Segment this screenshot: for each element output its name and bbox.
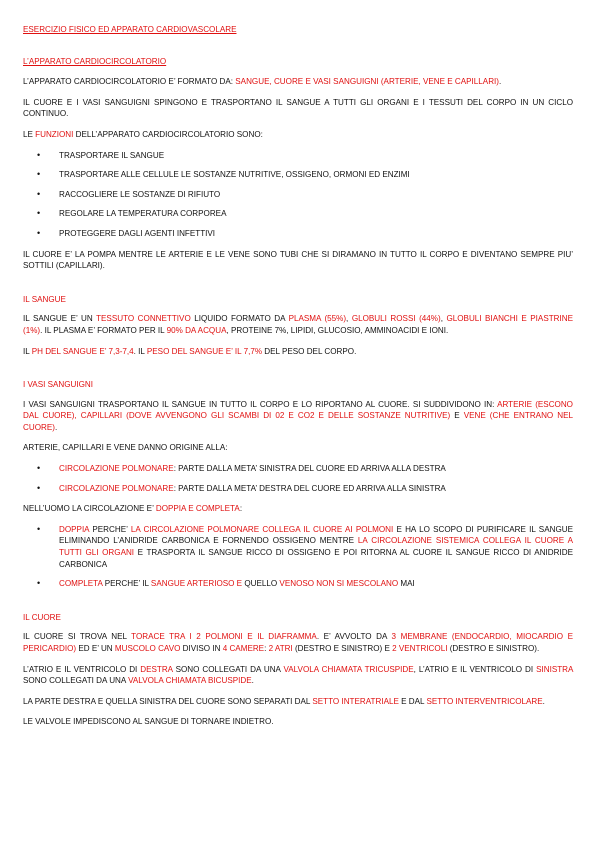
highlight: FUNZIONI	[35, 129, 74, 139]
text: I VASI SANGUIGNI TRASPORTANO IL SANGUE IN TUTTO IL CORPO E LO RIPORTANO AL CUORE. SI SUDDIVIDONO IN:	[23, 399, 498, 409]
list-item: • TRASPORTARE IL SANGUE	[23, 150, 573, 162]
text: : PARTE DALLA META’ SINISTRA DEL CUORE ED ARRIVA ALLA DESTRA	[173, 464, 446, 474]
highlight: 4 CAMERE	[222, 644, 265, 653]
paragraph	[23, 346, 573, 358]
text: IL	[23, 346, 32, 356]
paragraph	[23, 129, 573, 141]
paragraph: LE VALVOLE IMPEDISCONO AL SANGUE DI TORNARE INDIETRO.	[23, 717, 274, 727]
list-item	[23, 578, 573, 590]
paragraph: ARTERIE, CAPILLARI E VENE DANNO ORIGINE ALLA:	[23, 443, 228, 453]
text: PERCHE’ IL	[102, 579, 151, 589]
text: LIQUIDO FORMATO DA	[190, 314, 289, 324]
highlight: MUSCOLO CAVO	[114, 644, 181, 653]
text: DIVISO IN	[180, 644, 223, 653]
paragraph	[23, 313, 573, 336]
section-heading-apparato: L’APPARATO CARDIOCIRCOLATORIO	[23, 56, 167, 66]
highlight: ARTERIE (ESCONO DAL CUORE), CAPILLARI (DOVE AVVENGONO GLI SCAMBI DI 02 E CO2 E DELLE SOSTANZE NUTRITIVE)	[23, 399, 573, 421]
highlight: SANGUE, CUORE E VASI SANGUIGNI (ARTERIE, VENE E CAPILLARI)	[235, 77, 499, 87]
text: , PROTEINE 7%, LIPIDI, GLUCOSIO, AMMINOACIDI E IONI.	[226, 325, 449, 335]
text: SONO COLLEGATI DA UNA	[172, 664, 284, 674]
section-heading-vasi: I VASI SANGUIGNI	[23, 380, 94, 390]
text: E DAL	[398, 696, 427, 706]
text: SONO COLLEGATI DA UNA	[23, 676, 129, 686]
text: E	[450, 411, 464, 421]
highlight: VENE (CHE ENTRANO NEL CUORE)	[23, 411, 574, 432]
text: (DESTRO E SINISTRO) E	[292, 644, 393, 653]
list-item: • PROTEGGERE DAGLI AGENTI INFETTIVI	[23, 228, 573, 240]
highlight: 90% DA ACQUA	[166, 325, 227, 335]
highlight: VALVOLA CHIAMATA BICUSPIDE	[128, 676, 252, 686]
text: QUELLO	[242, 579, 280, 589]
highlight: GLOBULI ROSSI (44%)	[351, 314, 441, 324]
list-item: • REGOLARE LA TEMPERATURA CORPOREA	[23, 208, 573, 220]
highlight: CIRCOLAZIONE POLMONARE	[59, 483, 174, 493]
text: DELL’APPARATO CARDIOCIRCOLATORIO SONO:	[73, 129, 263, 139]
highlight: VENOSO NON SI MESCOLANO	[279, 579, 399, 589]
section-heading-cuore: IL CUORE	[23, 612, 61, 622]
highlight: PH DEL SANGUE E’ 7,3-7,4	[31, 346, 134, 356]
text: IL SANGUE E’ UN	[23, 314, 97, 324]
text: L’ATRIO E IL VENTRICOLO DI	[23, 664, 141, 674]
text: , L’ATRIO E IL VENTRICOLO DI	[413, 664, 537, 674]
text: E TRASPORTA IL SANGUE RICCO DI OSSIGENO E POI RITORNA AL CUORE IL SANGUE RICCO DI ANIDRIDE CARBONICA	[59, 548, 573, 569]
text: .	[251, 676, 254, 686]
highlight: TESSUTO CONNETTIVO	[96, 314, 191, 324]
highlight: LA CIRCOLAZIONE POLMONARE COLLEGA IL CUORE AI POLMONI	[130, 524, 394, 534]
paragraph	[23, 503, 573, 515]
section-heading-sangue: IL SANGUE	[23, 294, 66, 304]
text: . E’ AVVOLTO DA	[316, 632, 392, 642]
text: :	[264, 644, 269, 653]
text: L’APPARATO CARDIOCIRCOLATORIO E’ FORMATO DA:	[23, 77, 236, 87]
paragraph	[23, 664, 573, 687]
list-item	[23, 524, 573, 570]
text: LA PARTE DESTRA E QUELLA SINISTRA DEL CUORE SONO SEPARATI DAL	[23, 696, 313, 706]
paragraph: IL CUORE E I VASI SANGUIGNI SPINGONO E TRASPORTANO IL SANGUE A TUTTI GLI ORGANI E I TESSUTI DEL CORPO IN UN CICLO CONTINUO.	[23, 97, 573, 119]
paragraph: IL CUORE E’ LA POMPA MENTRE LE ARTERIE E LE VENE SONO TUBI CHE SI DIRAMANO IN TUTTO IL CORPO E DIVENTANO SEMPRE PIU’ SOTTILI (CAPILLARI).	[23, 249, 573, 271]
highlight: COMPLETA	[59, 579, 103, 589]
highlight: GLOBULI BIANCHI E PIASTRINE (1%)	[23, 314, 574, 335]
list-item	[23, 463, 573, 475]
document-page	[23, 24, 573, 728]
highlight: 2 VENTRICOLI	[392, 644, 448, 653]
text: ,	[440, 314, 447, 324]
highlight: SETTO INTERATRIALE	[312, 696, 399, 706]
text: MAI	[398, 579, 415, 589]
highlight: SETTO INTERVENTRICOLARE	[426, 696, 543, 706]
circulation-type-list	[23, 524, 573, 590]
highlight: 3 MEMBRANE (ENDOCARDIO, MIOCARDIO E PERICARDIO)	[23, 632, 574, 653]
text: PERCHE’	[89, 524, 131, 534]
highlight: CIRCOLAZIONE POLMONARE	[59, 464, 174, 474]
text: ED E’ UN	[76, 644, 115, 653]
circulation-list	[23, 463, 573, 494]
list-item: • RACCOGLIERE LE SOSTANZE DI RIFIUTO	[23, 189, 573, 201]
paragraph	[23, 696, 573, 708]
highlight: DOPPIA E COMPLETA	[155, 504, 240, 514]
text: LE	[23, 129, 36, 139]
text: ,	[346, 314, 352, 324]
highlight: DOPPIA	[59, 524, 90, 534]
functions-list	[23, 150, 573, 240]
highlight: TORACE TRA I 2 POLMONI E IL DIAFRAMMA	[131, 632, 317, 642]
text: .	[499, 77, 502, 87]
highlight: LA CIRCOLAZIONE SISTEMICA COLLEGA IL CUORE A TUTTI GLI ORGANI	[59, 536, 573, 558]
text: . IL PLASMA E’ FORMATO PER IL	[40, 325, 167, 335]
text: (DESTRO E SINISTRO).	[447, 644, 540, 653]
highlight: PESO DEL SANGUE E’ IL 7,7%	[146, 346, 263, 356]
paragraph	[23, 399, 573, 434]
highlight: SINISTRA	[536, 664, 573, 674]
list-item	[23, 483, 573, 495]
text: . IL	[133, 346, 147, 356]
text: IL CUORE SI TROVA NEL	[23, 632, 132, 642]
text: :	[239, 504, 243, 514]
text: DEL PESO DEL CORPO.	[262, 346, 357, 356]
text: .	[54, 422, 58, 432]
highlight: DESTRA	[140, 664, 173, 674]
highlight: 2 ATRI	[268, 644, 293, 653]
text: NELL’UOMO LA CIRCOLAZIONE E’	[23, 504, 156, 514]
text: .	[542, 696, 545, 706]
highlight: PLASMA (55%)	[288, 314, 347, 324]
highlight: SANGUE ARTERIOSO E	[150, 579, 243, 589]
list-item: • TRASPORTARE ALLE CELLULE LE SOSTANZE NUTRITIVE, OSSIGENO, ORMONI ED ENZIMI	[23, 169, 573, 181]
text: E HA LO SCOPO DI PURIFICARE IL SANGUE ELIMINANDO L’ANIDRIDE CARBONICA E FORNENDO OSSIGENO MENTRE	[59, 524, 573, 546]
paragraph	[23, 76, 573, 88]
text: : PARTE DALLA META’ DESTRA DEL CUORE ED ARRIVA ALLA SINISTRA	[173, 483, 446, 493]
document-title: ESERCIZIO FISICO ED APPARATO CARDIOVASCOLARE	[23, 25, 237, 34]
paragraph	[23, 631, 573, 654]
highlight: VALVOLA CHIAMATA TRICUSPIDE	[283, 664, 414, 674]
